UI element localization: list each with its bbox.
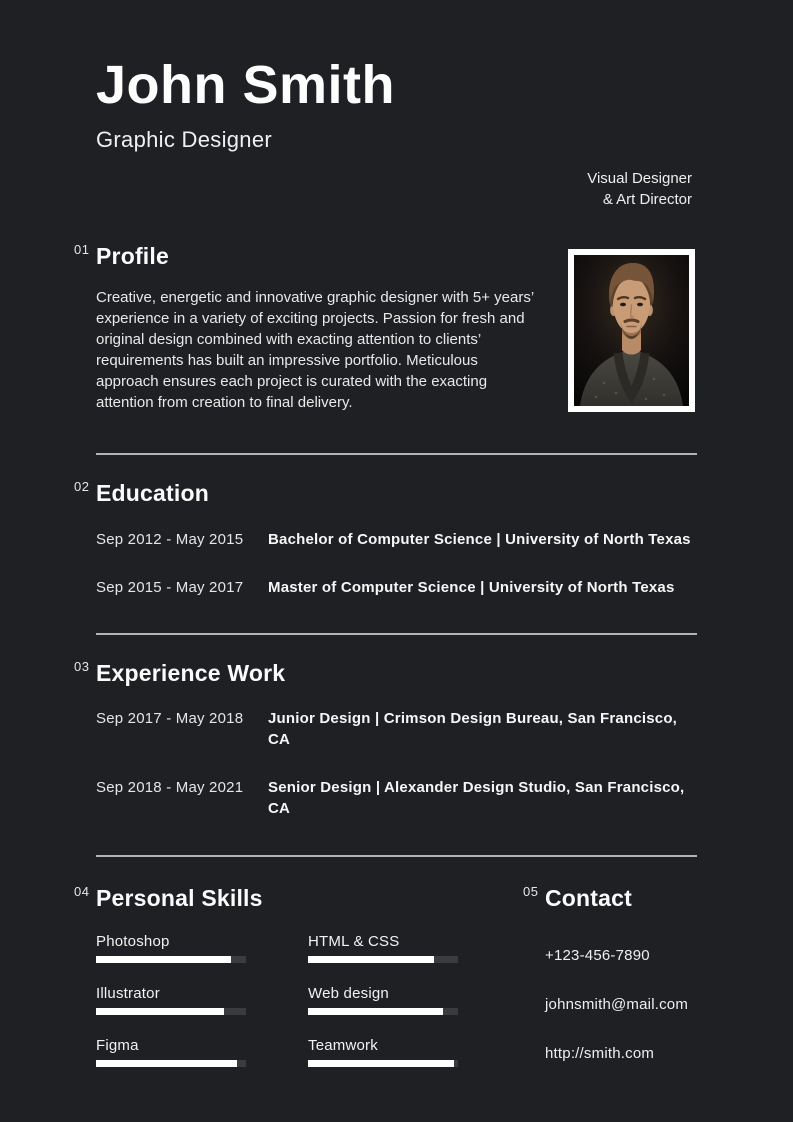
person-name: John Smith [96,55,395,115]
contact-items [545,945,697,1064]
profile-section-number: 01 [74,242,90,258]
skill-item [96,1035,246,1067]
bottom-columns [74,883,697,1092]
profile-title: Profile [96,243,169,270]
skill-bar-track [308,1060,458,1067]
experience-row [96,708,697,750]
skill-item [96,931,246,963]
secondary-title-line2: & Art Director [602,191,692,208]
skills-section-number: 04 [74,884,90,900]
section-education [74,478,697,598]
skill-item [308,931,458,963]
skills-grid [96,931,458,1067]
skill-bar-fill [308,1060,454,1067]
skill-item [308,1035,458,1067]
experience-description: Senior Design | Alexander Design Studio, San Francisco, CA [268,779,685,818]
secondary-title [587,168,692,210]
experience-dates: Sep 2017 - May 2018 [96,710,244,728]
experience-heading [74,658,697,688]
education-heading [74,478,697,508]
education-rows [96,529,697,598]
skill-bar-track [308,956,458,963]
skill-label: Teamwork [308,1037,378,1055]
divider [96,453,697,455]
skill-label: Web design [308,985,389,1003]
education-row [96,529,697,550]
contact-title: Contact [545,885,633,912]
section-profile [74,241,697,413]
profile-text: Creative, energetic and innovative graphic designer with 5+ years’ experience in a variety of exciting projects. Passion for fresh and original design combined with exacting attention to clients’ requirements has built an impressive portfolio. Meticulous approach ensures each project is curated with the exacting attention from creation to final delivery. [96,289,534,412]
section-skills [74,883,545,1092]
portrait-photo [568,249,695,412]
skill-label: HTML & CSS [308,933,400,951]
portrait-photo-illustration [574,255,689,406]
skill-bar-fill [96,1060,237,1067]
skill-label: Photoshop [96,933,170,951]
header [96,55,697,208]
skill-bar-fill [308,956,434,963]
skills-heading [74,883,545,913]
contact-section-number: 05 [523,884,539,900]
skill-bar-track [96,956,246,963]
skill-bar-fill [96,956,231,963]
divider [96,855,697,857]
education-row [96,577,697,598]
skill-bar-fill [308,1008,443,1015]
skill-bar-track [308,1008,458,1015]
contact-heading [523,883,697,913]
section-experience [74,658,697,819]
experience-description: Junior Design | Crimson Design Bureau, San Francisco, CA [268,710,678,749]
experience-section-number: 03 [74,659,90,675]
skills-title: Personal Skills [96,885,263,912]
experience-rows [96,708,697,819]
skill-bar-fill [96,1008,224,1015]
skill-label: Illustrator [96,985,160,1003]
contact-website[interactable]: http://smith.com [545,1045,655,1063]
skill-item [96,983,246,1015]
job-title: Graphic Designer [96,127,272,153]
education-dates: Sep 2012 - May 2015 [96,531,244,549]
section-contact [523,883,697,1092]
skill-item [308,983,458,1015]
skill-label: Figma [96,1037,139,1055]
education-description: Bachelor of Computer Science | University of North Texas [268,531,691,549]
contact-email[interactable]: johnsmith@mail.com [545,996,689,1014]
secondary-title-line1: Visual Designer [587,170,692,187]
education-description: Master of Computer Science | University of North Texas [268,579,675,597]
divider [96,633,697,635]
contact-phone[interactable]: +123-456-7890 [545,947,650,965]
experience-row [96,777,697,819]
education-dates: Sep 2015 - May 2017 [96,579,244,597]
experience-dates: Sep 2018 - May 2021 [96,779,244,797]
skill-bar-track [96,1060,246,1067]
experience-title: Experience Work [96,660,286,687]
education-title: Education [96,480,209,507]
education-section-number: 02 [74,479,90,495]
skill-bar-track [96,1008,246,1015]
